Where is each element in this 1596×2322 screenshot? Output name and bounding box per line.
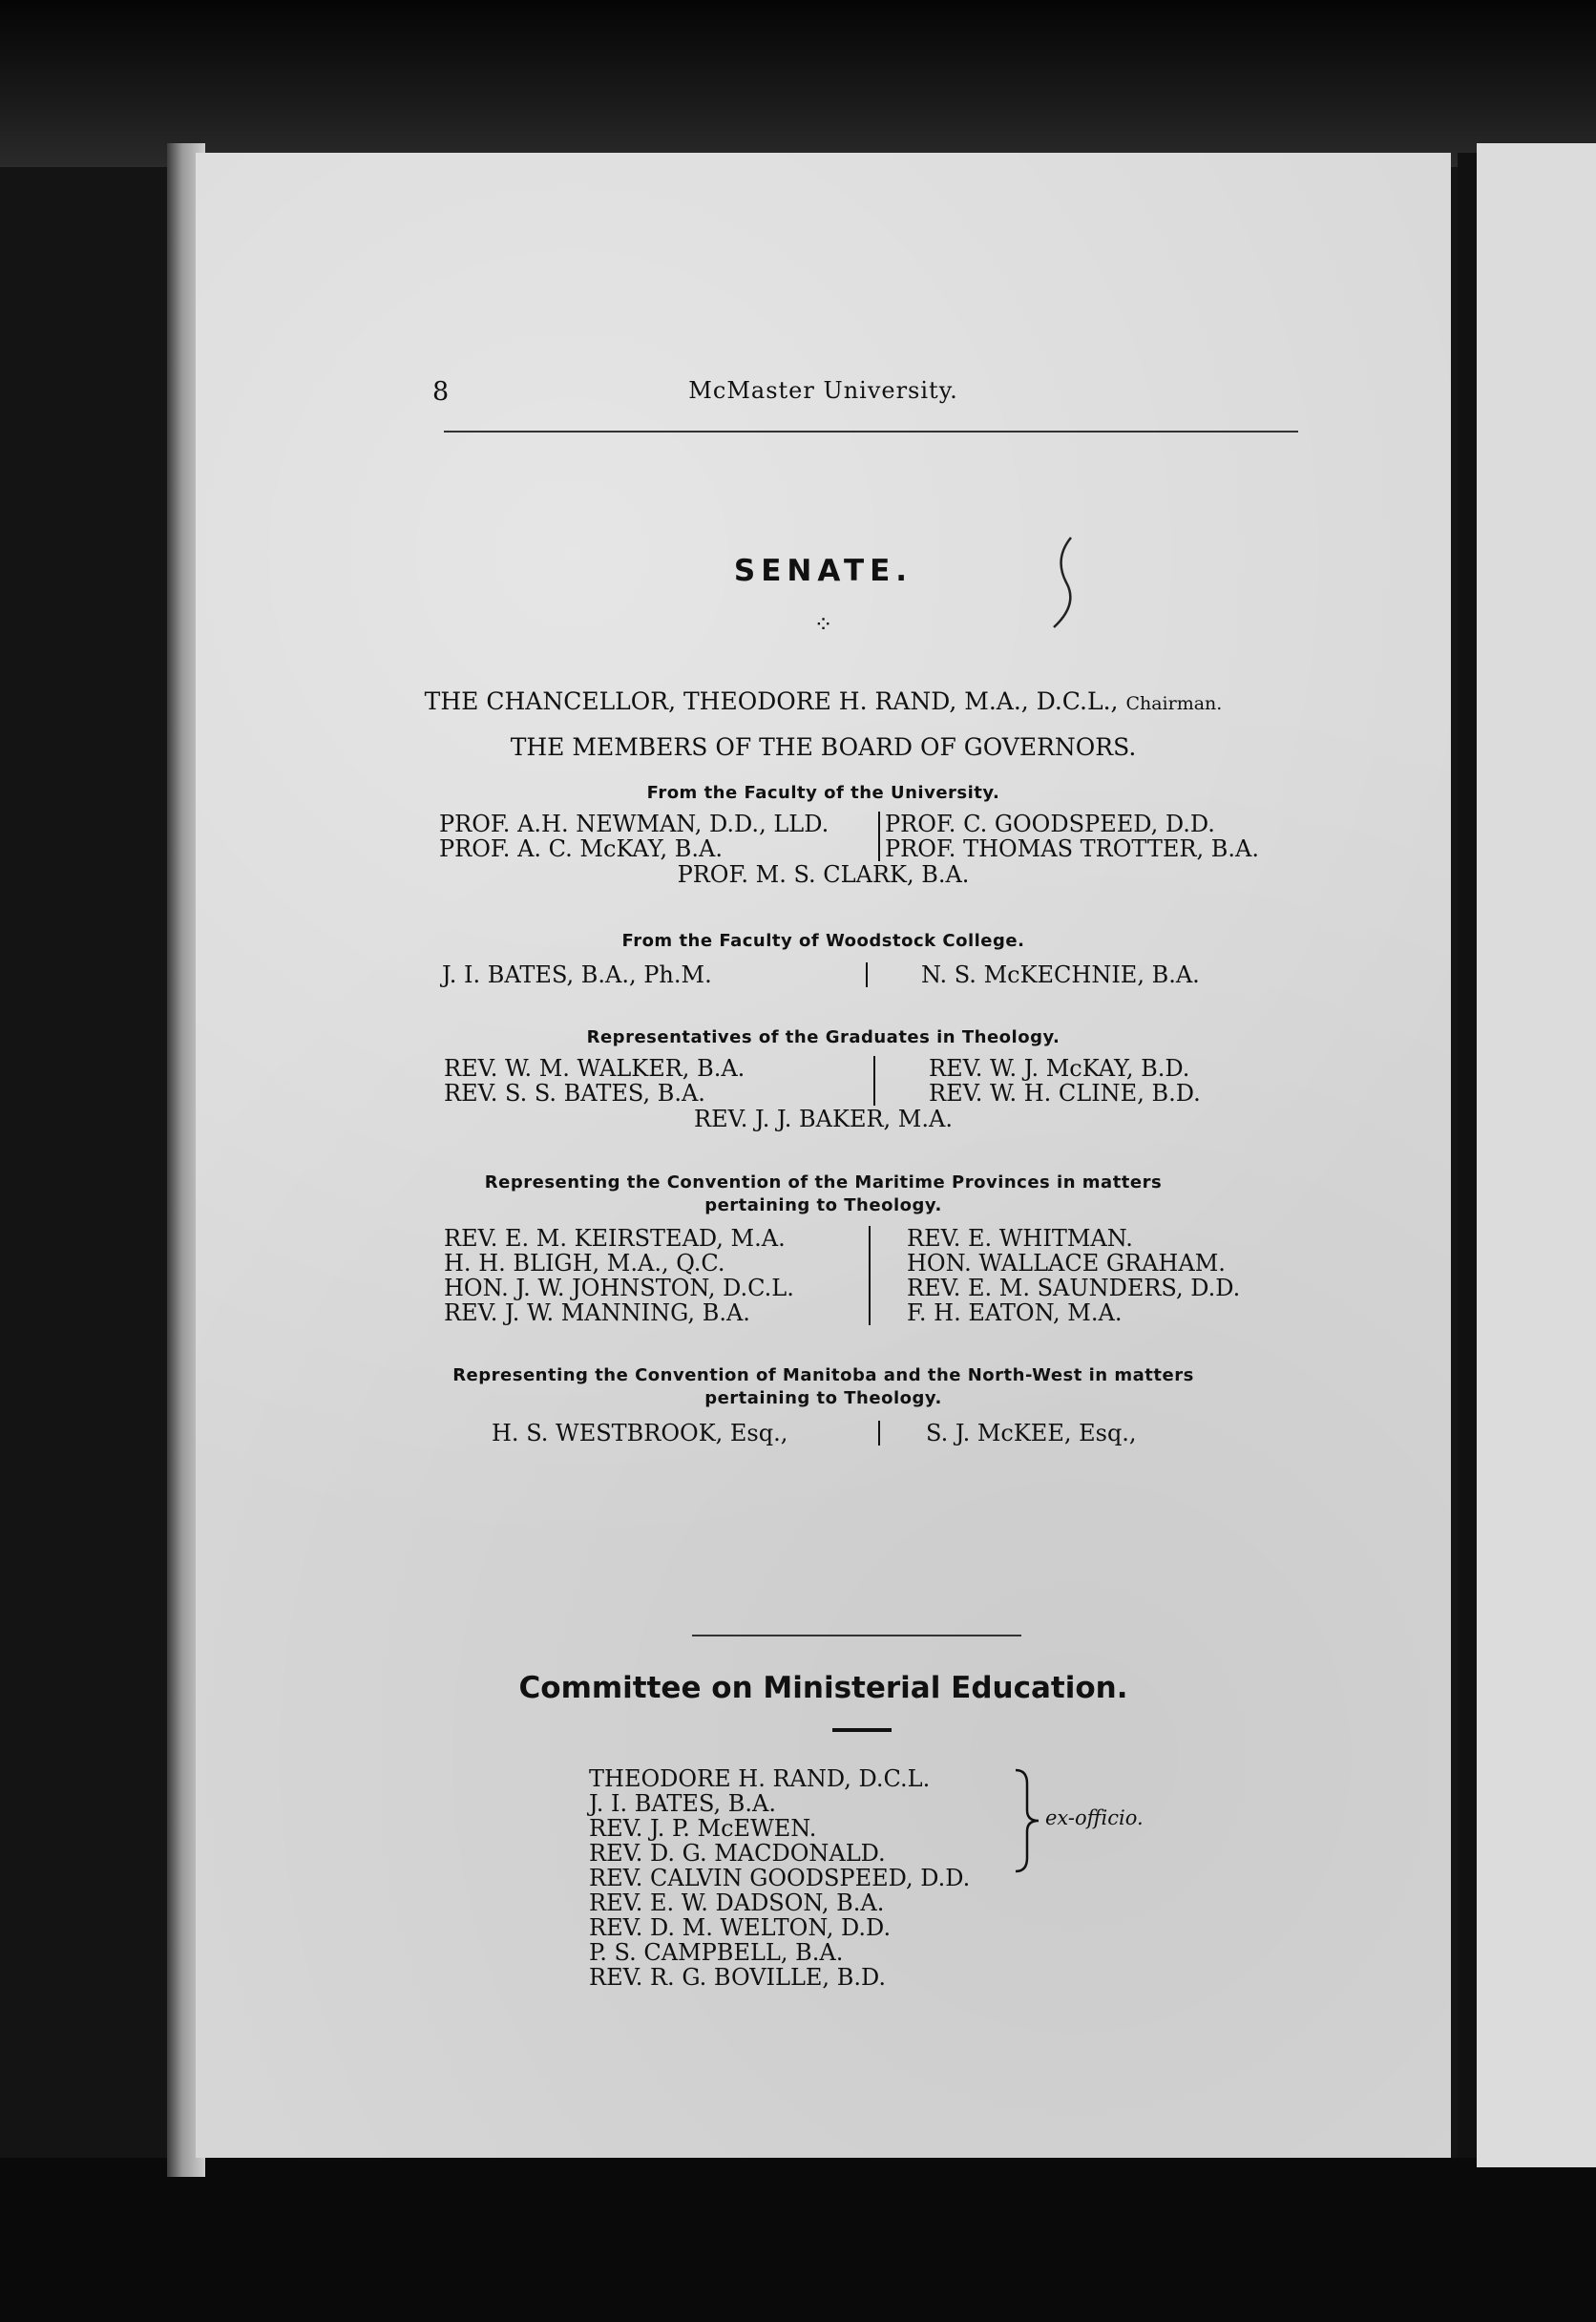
senate-title: SENATE. <box>733 554 914 588</box>
short-rule <box>832 1728 892 1732</box>
scan-dark-bottom-border <box>0 2158 1596 2322</box>
manitoba-convention-left-member: H. S. WESTBROOK, Esq., <box>492 1420 788 1446</box>
maritime-convention-member: HON. J. W. JOHNSTON, D.C.L. <box>444 1275 794 1301</box>
right-brace-icon <box>1012 1768 1044 1873</box>
maritime-convention-member: REV. J. W. MANNING, B.A. <box>444 1299 750 1326</box>
committee-member: REV. D. G. MACDONALD. <box>589 1840 886 1867</box>
manitoba-convention-subheading: pertaining to Theology. <box>704 1388 942 1408</box>
university-faculty-center-member: PROF. M. S. CLARK, B.A. <box>677 861 970 888</box>
woodstock-faculty-heading: From the Faculty of Woodstock College. <box>621 931 1025 951</box>
maritime-convention-member: REV. E. WHITMAN. <box>907 1225 1133 1252</box>
maritime-convention-member: REV. E. M. SAUNDERS, D.D. <box>907 1275 1241 1301</box>
theology-graduates-left-column <box>444 1056 745 1106</box>
column-divider <box>866 962 868 987</box>
page-content <box>196 153 1451 2158</box>
theology-graduates-heading: Representatives of the Graduates in Theology. <box>586 1027 1060 1047</box>
maritime-convention-member: F. H. EATON, M.A. <box>907 1299 1123 1326</box>
maritime-convention-heading: Representing the Convention of the Maritime Provinces in matters <box>484 1172 1163 1193</box>
board-members-line: THE MEMBERS OF THE BOARD OF GOVERNORS. <box>510 733 1137 761</box>
university-faculty-right-column <box>885 812 1259 861</box>
committee-member: REV. E. W. DADSON, B.A. <box>589 1889 885 1916</box>
adjacent-page-edge <box>1477 143 1596 2167</box>
maritime-convention-member: HON. WALLACE GRAHAM. <box>907 1250 1226 1277</box>
header-rule <box>444 431 1298 433</box>
university-faculty-member: PROF. THOMAS TROTTER, B.A. <box>885 835 1259 862</box>
column-divider <box>873 1056 875 1106</box>
theology-graduate-member: REV. W. J. McKAY, B.D. <box>929 1055 1190 1082</box>
maritime-convention-right-column <box>907 1226 1240 1325</box>
woodstock-faculty-left-member: J. I. BATES, B.A., Ph.M. <box>442 961 712 988</box>
scan-dark-top-border <box>0 0 1596 167</box>
document-page <box>196 153 1451 2158</box>
ornament: ⁘ <box>813 611 833 638</box>
column-divider <box>878 812 880 861</box>
running-header <box>196 377 1451 415</box>
university-faculty-member: PROF. C. GOODSPEED, D.D. <box>885 811 1215 837</box>
gutter-shadow <box>1458 153 1477 2158</box>
committee-member: REV. CALVIN GOODSPEED, D.D. <box>589 1865 971 1891</box>
committee-member: REV. R. G. BOVILLE, B.D. <box>589 1964 886 1991</box>
committee-member: J. I. BATES, B.A. <box>589 1790 777 1817</box>
running-title: McMaster University. <box>688 377 958 404</box>
university-faculty-member: PROF. A. C. McKAY, B.A. <box>439 835 723 862</box>
woodstock-faculty-right-member: N. S. McKECHNIE, B.A. <box>921 961 1200 988</box>
column-divider <box>869 1226 871 1325</box>
theology-graduates-right-column <box>929 1056 1201 1106</box>
manitoba-convention-heading: Representing the Convention of Manitoba and the North-West in matters <box>452 1365 1194 1385</box>
theology-graduate-member: REV. W. M. WALKER, B.A. <box>444 1055 746 1082</box>
university-faculty-member: PROF. A.H. NEWMAN, D.D., LLD. <box>439 811 830 837</box>
manitoba-convention-right-member: S. J. McKEE, Esq., <box>926 1420 1137 1446</box>
university-faculty-heading: From the Faculty of the University. <box>646 783 1000 803</box>
committee-member: THEODORE H. RAND, D.C.L. <box>589 1765 931 1792</box>
university-faculty-left-column <box>439 812 829 861</box>
committee-title: Committee on Ministerial Education. <box>518 1671 1128 1705</box>
section-rule <box>692 1635 1021 1636</box>
maritime-convention-member: H. H. BLIGH, M.A., Q.C. <box>444 1250 725 1277</box>
column-divider <box>878 1421 880 1446</box>
chancellor-line <box>196 687 1451 715</box>
theology-graduate-member: REV. W. H. CLINE, B.D. <box>929 1080 1201 1107</box>
maritime-convention-member: REV. E. M. KEIRSTEAD, M.A. <box>444 1225 786 1252</box>
committee-member: REV. D. M. WELTON, D.D. <box>589 1914 892 1941</box>
committee-member: P. S. CAMPBELL, B.A. <box>589 1939 844 1966</box>
maritime-convention-subheading: pertaining to Theology. <box>704 1195 942 1215</box>
ex-officio-note: ex-officio. <box>1045 1806 1144 1829</box>
committee-member: REV. J. P. McEWEN. <box>589 1815 817 1842</box>
theology-graduate-member: REV. S. S. BATES, B.A. <box>444 1080 705 1107</box>
chancellor-name: THE CHANCELLOR, THEODORE H. RAND, M.A., D.C.L., <box>424 687 1119 715</box>
theology-graduates-center-member: REV. J. J. BAKER, M.A. <box>694 1106 953 1132</box>
maritime-convention-left-column <box>444 1226 794 1325</box>
committee-member-list <box>589 1766 970 1990</box>
chancellor-role: Chairman. <box>1125 693 1223 714</box>
page-number: 8 <box>432 377 450 407</box>
